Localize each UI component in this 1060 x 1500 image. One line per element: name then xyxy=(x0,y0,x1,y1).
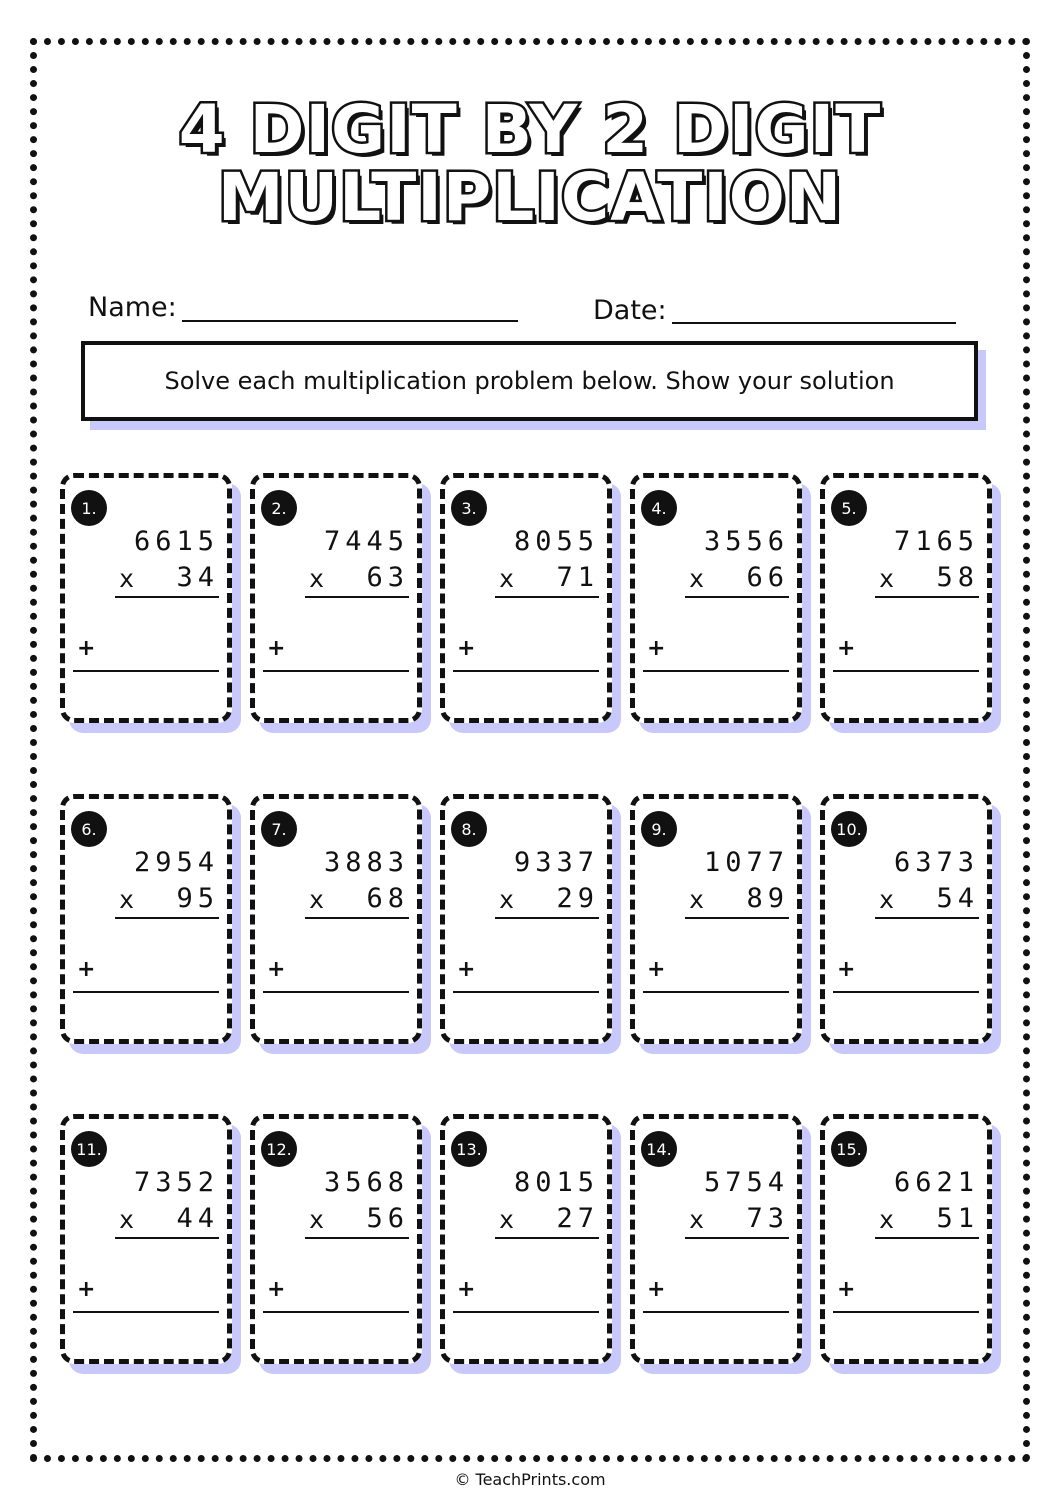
multiplier-row xyxy=(495,562,599,598)
multiplier: 89 xyxy=(746,883,789,914)
multiplier: 44 xyxy=(176,1203,219,1234)
multiplier-row xyxy=(115,1203,219,1239)
multiplier: 66 xyxy=(746,562,789,593)
multiplicand: 1077 xyxy=(703,847,789,878)
times-sign: x xyxy=(499,564,515,593)
answer-line[interactable] xyxy=(833,670,979,672)
multiplier: 68 xyxy=(366,883,409,914)
problem-card[interactable] xyxy=(630,1114,802,1364)
problem-card[interactable] xyxy=(820,473,992,723)
answer-line[interactable] xyxy=(643,1311,789,1313)
problem-number-badge: 6. xyxy=(71,811,107,847)
problem-number-badge: 4. xyxy=(641,490,677,526)
multiplier: 73 xyxy=(746,1203,789,1234)
multiplier: 71 xyxy=(556,562,599,593)
answer-line[interactable] xyxy=(643,670,789,672)
date-label: Date: xyxy=(593,295,667,326)
multiplicand: 6615 xyxy=(133,526,219,557)
multiplicand: 3568 xyxy=(323,1167,409,1198)
times-sign: x xyxy=(499,885,515,914)
answer-line[interactable] xyxy=(263,670,409,672)
multiplicand: 3556 xyxy=(703,526,789,557)
problem-card[interactable] xyxy=(250,794,422,1044)
times-sign: x xyxy=(119,885,135,914)
multiplicand: 7352 xyxy=(133,1167,219,1198)
worksheet-title-line-2: MULTIPLICATION xyxy=(217,159,843,236)
multiplier: 51 xyxy=(936,1203,979,1234)
problem-number-badge: 13. xyxy=(451,1131,487,1167)
multiplier-row xyxy=(685,883,789,919)
problem-card[interactable] xyxy=(630,473,802,723)
plus-sign: + xyxy=(77,957,96,982)
multiplier-row xyxy=(305,1203,409,1239)
times-sign: x xyxy=(879,1205,895,1234)
plus-sign: + xyxy=(267,957,286,982)
plus-sign: + xyxy=(837,1277,856,1302)
instructions-text: Solve each multiplication problem below. Show your solution xyxy=(164,367,895,395)
plus-sign: + xyxy=(837,636,856,661)
answer-line[interactable] xyxy=(833,991,979,993)
times-sign: x xyxy=(689,1205,705,1234)
multiplier-row xyxy=(875,562,979,598)
multiplier-row xyxy=(685,1203,789,1239)
times-sign: x xyxy=(309,1205,325,1234)
multiplier: 63 xyxy=(366,562,409,593)
date-input-line[interactable] xyxy=(672,322,956,324)
multiplicand: 7445 xyxy=(323,526,409,557)
problem-number-badge: 14. xyxy=(641,1131,677,1167)
times-sign: x xyxy=(689,885,705,914)
multiplier-row xyxy=(685,562,789,598)
multiplier-row xyxy=(875,883,979,919)
problem-number-badge: 8. xyxy=(451,811,487,847)
problem-card[interactable] xyxy=(60,794,232,1044)
multiplier: 27 xyxy=(556,1203,599,1234)
problem-number-badge: 3. xyxy=(451,490,487,526)
problem-card[interactable] xyxy=(820,1114,992,1364)
problem-number-badge: 10. xyxy=(831,811,867,847)
copyright-footer: © TeachPrints.com xyxy=(454,1470,606,1489)
problem-card[interactable] xyxy=(250,1114,422,1364)
plus-sign: + xyxy=(267,1277,286,1302)
problem-card[interactable] xyxy=(820,794,992,1044)
answer-line[interactable] xyxy=(263,1311,409,1313)
multiplier: 29 xyxy=(556,883,599,914)
times-sign: x xyxy=(309,885,325,914)
multiplicand: 8015 xyxy=(513,1167,599,1198)
problem-number-badge: 12. xyxy=(261,1131,297,1167)
times-sign: x xyxy=(119,564,135,593)
times-sign: x xyxy=(499,1205,515,1234)
multiplier: 58 xyxy=(936,562,979,593)
multiplicand: 6373 xyxy=(893,847,979,878)
answer-line[interactable] xyxy=(453,670,599,672)
problem-card[interactable] xyxy=(250,473,422,723)
plus-sign: + xyxy=(77,1277,96,1302)
problem-card[interactable] xyxy=(60,1114,232,1364)
answer-line[interactable] xyxy=(453,991,599,993)
multiplicand: 6621 xyxy=(893,1167,979,1198)
problem-number-badge: 1. xyxy=(71,490,107,526)
answer-line[interactable] xyxy=(73,670,219,672)
multiplier-row xyxy=(495,883,599,919)
plus-sign: + xyxy=(837,957,856,982)
name-input-line[interactable] xyxy=(182,320,518,322)
answer-line[interactable] xyxy=(643,991,789,993)
multiplier: 34 xyxy=(176,562,219,593)
plus-sign: + xyxy=(457,957,476,982)
problem-number-badge: 2. xyxy=(261,490,297,526)
times-sign: x xyxy=(309,564,325,593)
answer-line[interactable] xyxy=(73,1311,219,1313)
plus-sign: + xyxy=(647,1277,666,1302)
multiplicand: 9337 xyxy=(513,847,599,878)
plus-sign: + xyxy=(647,636,666,661)
answer-line[interactable] xyxy=(263,991,409,993)
problem-card[interactable] xyxy=(60,473,232,723)
answer-line[interactable] xyxy=(73,991,219,993)
plus-sign: + xyxy=(77,636,96,661)
multiplicand: 7165 xyxy=(893,526,979,557)
problem-card[interactable] xyxy=(440,473,612,723)
multiplier-row xyxy=(495,1203,599,1239)
problem-number-badge: 9. xyxy=(641,811,677,847)
multiplier-row xyxy=(115,883,219,919)
times-sign: x xyxy=(689,564,705,593)
times-sign: x xyxy=(119,1205,135,1234)
instructions-box xyxy=(81,341,978,421)
worksheet-title-line-1: 4 DIGIT BY 2 DIGIT xyxy=(178,91,882,168)
multiplicand: 2954 xyxy=(133,847,219,878)
name-label: Name: xyxy=(88,292,177,323)
problem-number-badge: 7. xyxy=(261,811,297,847)
plus-sign: + xyxy=(457,636,476,661)
multiplicand: 8055 xyxy=(513,526,599,557)
problem-card[interactable] xyxy=(440,794,612,1044)
plus-sign: + xyxy=(267,636,286,661)
multiplier: 54 xyxy=(936,883,979,914)
problem-number-badge: 5. xyxy=(831,490,867,526)
multiplier: 56 xyxy=(366,1203,409,1234)
plus-sign: + xyxy=(647,957,666,982)
answer-line[interactable] xyxy=(833,1311,979,1313)
times-sign: x xyxy=(879,564,895,593)
multiplier-row xyxy=(115,562,219,598)
problem-card[interactable] xyxy=(630,794,802,1044)
problem-number-badge: 11. xyxy=(71,1131,107,1167)
multiplier-row xyxy=(305,562,409,598)
answer-line[interactable] xyxy=(453,1311,599,1313)
times-sign: x xyxy=(879,885,895,914)
problem-card[interactable] xyxy=(440,1114,612,1364)
multiplier-row xyxy=(875,1203,979,1239)
multiplier: 95 xyxy=(176,883,219,914)
multiplicand: 3883 xyxy=(323,847,409,878)
problem-number-badge: 15. xyxy=(831,1131,867,1167)
multiplier-row xyxy=(305,883,409,919)
multiplicand: 5754 xyxy=(703,1167,789,1198)
plus-sign: + xyxy=(457,1277,476,1302)
